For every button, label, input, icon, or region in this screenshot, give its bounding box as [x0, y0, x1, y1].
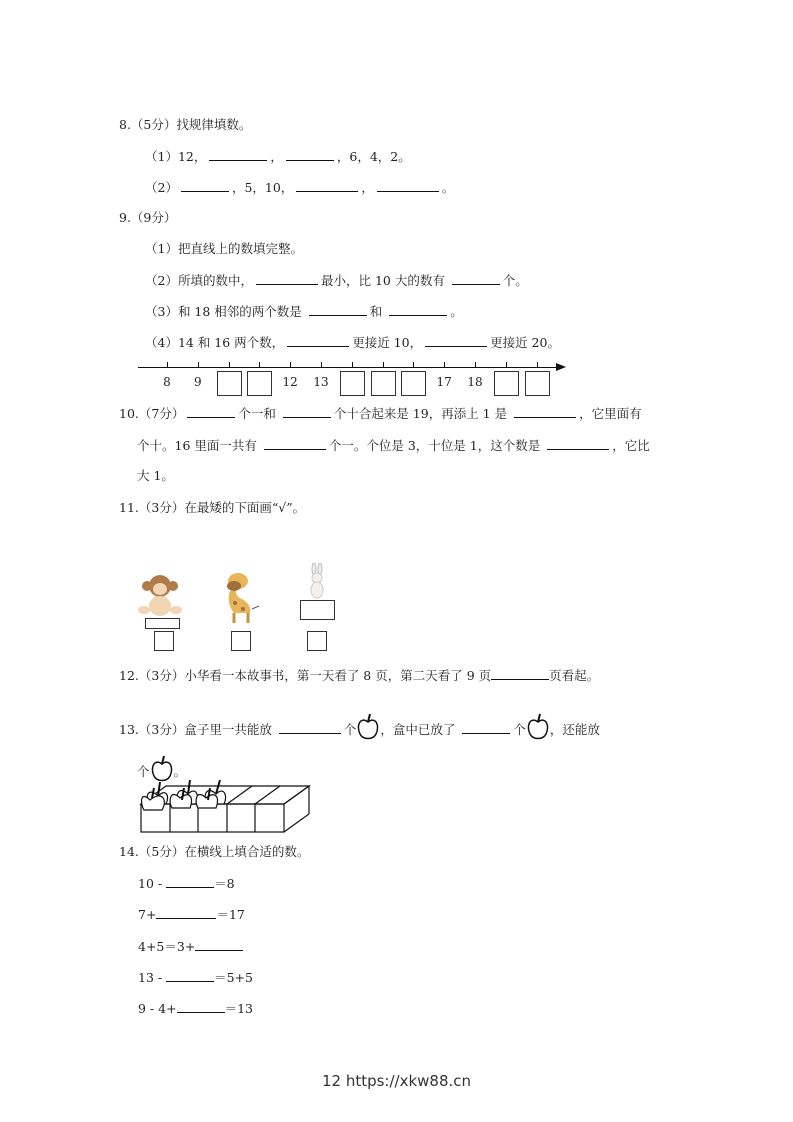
equation-left: 13 - [138, 969, 167, 985]
number-line-answer-box[interactable] [401, 371, 426, 396]
q8-title: 8.（5分）找规律填数。 [119, 117, 252, 132]
q10-line1 [119, 405, 642, 422]
apple-icon [526, 712, 550, 740]
text: 更接近 20。 [490, 335, 560, 350]
equation-right: ＝13 [224, 1001, 253, 1017]
text: 页看起。 [549, 668, 600, 683]
q9-title: 9.（9分） [119, 210, 177, 225]
answer-blank[interactable] [264, 437, 326, 450]
page-footer: 12 https://xkw88.cn [321, 1072, 472, 1090]
number-line-answer-box[interactable] [525, 371, 550, 396]
text: 。 [441, 180, 455, 195]
answer-blank[interactable] [279, 721, 341, 734]
answer-blank[interactable] [156, 906, 216, 919]
equation-right: ＝17 [216, 907, 245, 923]
text: （4）14 和 16 两个数， [145, 335, 285, 350]
q14-title: 14.（5分）在横线上填合适的数。 [119, 844, 310, 859]
q9-part4 [145, 334, 560, 351]
q10-line3: 大 1。 [137, 468, 174, 483]
text: 个。 [502, 273, 528, 288]
text: ， [361, 180, 374, 195]
text: ，它里面有 [579, 406, 642, 421]
equation [138, 1000, 253, 1017]
answer-blank[interactable] [187, 405, 235, 418]
text: 更接近 10， [352, 335, 423, 350]
number-line-tick [444, 362, 445, 367]
answer-blank[interactable] [209, 148, 267, 161]
text: 和 [369, 304, 387, 319]
text: 个一和 [238, 406, 280, 421]
text: 。 [450, 304, 463, 319]
text: 最小，比 10 大的数有 [320, 273, 449, 288]
name-box [145, 618, 180, 629]
answer-blank[interactable] [195, 938, 243, 951]
answer-blank[interactable] [287, 334, 349, 347]
answer-blank[interactable] [389, 303, 447, 316]
text: 10.（7分） [119, 406, 185, 421]
text: 个 [513, 722, 526, 737]
answer-blank[interactable] [256, 272, 318, 285]
answer-blank[interactable] [166, 969, 214, 982]
answer-blank[interactable] [514, 405, 576, 418]
check-box[interactable] [154, 631, 174, 651]
arrow-icon [556, 363, 566, 371]
q9-part3 [145, 303, 463, 320]
text: ，5，10， [231, 180, 294, 195]
q12 [119, 667, 599, 684]
equation [138, 875, 235, 892]
number-line-label: 8 [163, 375, 171, 389]
equation-right: ＝8 [214, 876, 235, 891]
text: （1）12， [145, 149, 207, 164]
number-line-tick [198, 362, 199, 367]
number-line-label: 13 [313, 375, 329, 389]
number-line-axis [138, 367, 560, 368]
text: ， [270, 149, 283, 164]
q8-part1 [145, 148, 411, 165]
number-line-label: 18 [467, 375, 483, 389]
text: 12.（3分）小华看一本故事书，第一天看了 8 页，第二天看了 9 页 [119, 668, 492, 683]
number-line-answer-box[interactable] [494, 371, 519, 396]
number-line-answer-box[interactable] [217, 371, 242, 396]
q8-part2 [145, 179, 454, 196]
equation [138, 969, 253, 986]
answer-blank[interactable] [181, 179, 229, 192]
q9-part1: （1）把直线上的数填完整。 [145, 241, 303, 256]
number-line-tick [475, 362, 476, 367]
text: ，它比 [612, 438, 650, 453]
apple-icon [356, 712, 380, 740]
number-line-label: 9 [193, 375, 202, 389]
number-line-answer-box[interactable] [371, 371, 396, 396]
equation-right: ＝5+5 [214, 969, 253, 985]
answer-blank[interactable] [309, 303, 367, 316]
number-line-tick [229, 362, 230, 367]
answer-blank[interactable] [452, 272, 500, 285]
number-line-tick [383, 362, 384, 367]
text: 个一。个位是 3，十位是 1，这个数是 [328, 438, 545, 453]
text: （2）所填的数中， [145, 273, 253, 288]
number-line-tick [413, 362, 414, 367]
number-line-label: 12 [282, 375, 298, 389]
q11-title: 11.（3分）在最矮的下面画“√”。 [119, 500, 306, 515]
answer-blank[interactable] [377, 179, 439, 192]
number-line-tick [352, 362, 353, 367]
text: 个十。16 里面一共有 [137, 438, 261, 453]
answer-blank[interactable] [286, 148, 334, 161]
check-box[interactable] [231, 631, 251, 651]
q10-line2 [137, 437, 650, 454]
number-line-answer-box[interactable] [247, 371, 272, 396]
number-line-tick [290, 362, 291, 367]
equation-left: 9 - 4+ [138, 1001, 177, 1017]
q13-line1 [119, 712, 600, 740]
equation [138, 938, 243, 955]
answer-blank[interactable] [462, 721, 510, 734]
answer-blank[interactable] [425, 334, 487, 347]
text: 。 [173, 764, 187, 779]
number-line-label: 17 [436, 375, 452, 389]
answer-blank[interactable] [166, 875, 214, 888]
text: 个 [343, 722, 357, 737]
text: ，6，4，2。 [336, 149, 411, 164]
equation-left: 7+ [138, 907, 157, 923]
text: ，还能放 [549, 722, 600, 737]
number-line-answer-box[interactable] [340, 371, 365, 396]
number-line-tick [259, 362, 260, 367]
answer-blank[interactable] [283, 405, 331, 418]
number-line-tick [506, 362, 507, 367]
check-box[interactable] [307, 631, 327, 651]
text: （3）和 18 相邻的两个数是 [145, 304, 306, 319]
answer-blank[interactable] [296, 179, 358, 192]
text: （2） [145, 180, 178, 195]
name-box [300, 600, 335, 620]
equation [138, 906, 245, 923]
equation-left: 4+5＝3+ [138, 938, 196, 954]
q9-part2 [145, 272, 528, 289]
giraffe-image [222, 569, 262, 625]
monkey-image [138, 572, 182, 618]
text: 个 [137, 764, 150, 779]
rabbit-image [306, 563, 328, 599]
text: 个十合起来是 19，再添上 1 是 [333, 406, 512, 421]
answer-blank[interactable] [547, 437, 609, 450]
number-line-tick [537, 362, 538, 367]
text: 13.（3分）盒子里一共能放 [119, 722, 276, 737]
number-line-tick [321, 362, 322, 367]
apple-box-image [138, 776, 313, 834]
answer-blank[interactable] [491, 667, 549, 680]
text: ，盒中已放了 [380, 722, 460, 737]
answer-blank[interactable] [177, 1000, 225, 1013]
equation-left: 10 - [138, 876, 167, 891]
number-line-tick [167, 362, 168, 367]
